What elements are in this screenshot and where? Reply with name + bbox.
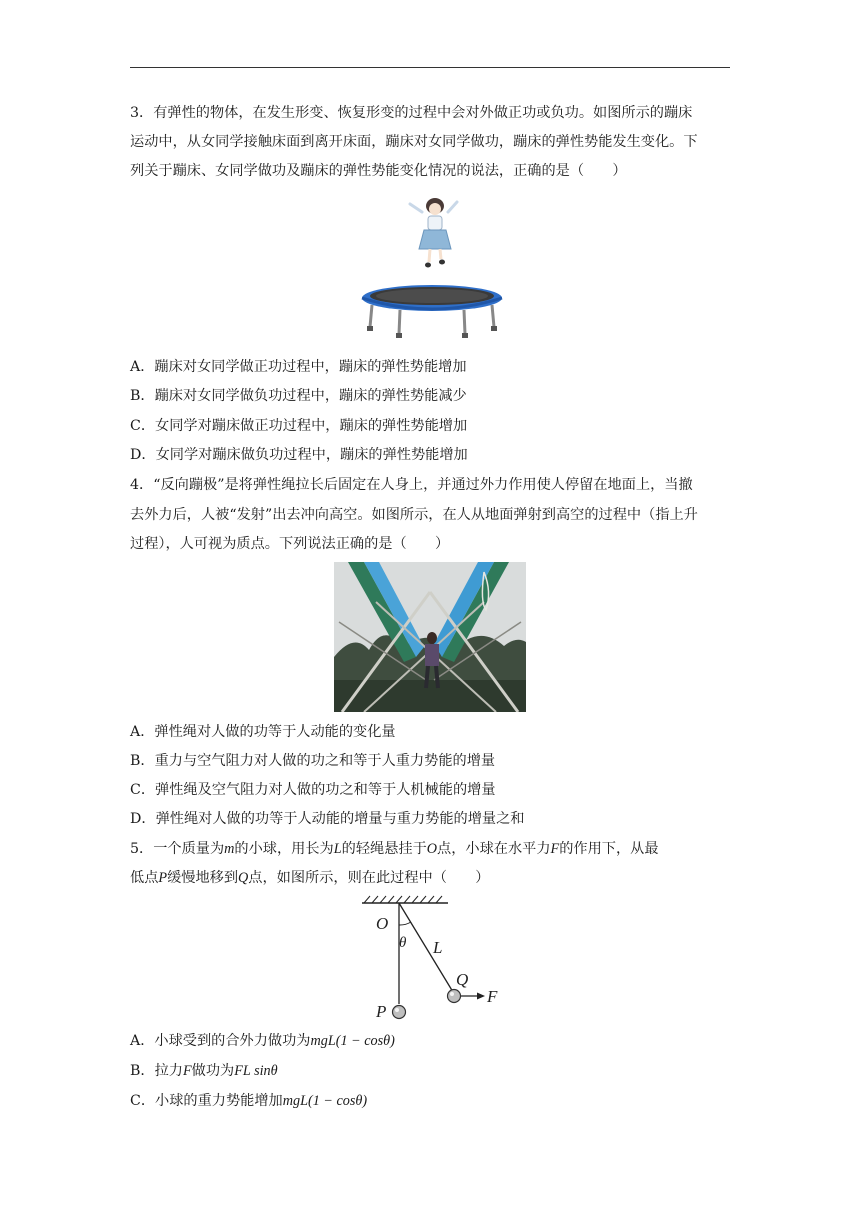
q3-option-c: C．女同学对蹦床做正功过程中，蹦床的弹性势能增加	[130, 418, 468, 434]
q5-stem-line-1	[130, 839, 740, 859]
ball-p	[393, 1006, 406, 1019]
q3-option-b: B．蹦床对女同学做负功过程中，蹦床的弹性势能减少	[130, 388, 467, 404]
q5-option-c	[130, 1091, 740, 1111]
q4-option-b: B．重力与空气阻力对人做的功之和等于人重力势能的增量	[130, 753, 496, 769]
ceiling-hatch	[362, 896, 448, 903]
header-rule	[130, 67, 730, 68]
q4-stem-line-2: 去外力后，人被“发射”出去冲向高空。如图所示，在人从地面弹射到高空的过程中（指上升	[130, 507, 698, 523]
q5-text: 点，如图所示，则在此过程中（ ）	[248, 870, 490, 886]
q4-option-c: C．弹性绳及空气阻力对人做的功之和等于人机械能的增量	[130, 782, 496, 798]
q5-var-q: Q	[238, 870, 249, 886]
girl-illustration	[410, 198, 457, 268]
q5-var-p: P	[158, 870, 168, 886]
label-q: Q	[456, 970, 469, 989]
reverse-bungee-photo	[334, 562, 526, 712]
q5-option-a-text: A．小球受到的合外力做功为	[130, 1033, 311, 1049]
label-p: P	[376, 1002, 387, 1021]
label-theta: θ	[399, 935, 407, 951]
trampoline-illustration	[362, 285, 502, 338]
q5-option-b-expr: FL sinθ	[234, 1063, 278, 1079]
q5-option-a	[130, 1031, 740, 1051]
q3-stem-line-1: 3．有弹性的物体，在发生形变、恢复形变的过程中会对外做正功或负功。如图所示的蹦床	[130, 105, 693, 121]
q5-var-l: L	[333, 841, 342, 857]
q5-text: 点，小球在水平力	[437, 841, 551, 857]
q3-stem-line-3: 列关于蹦床、女同学做功及蹦床的弹性势能变化情况的说法，正确的是（ ）	[130, 163, 627, 179]
ball-q	[448, 990, 461, 1003]
q4-stem-line-3: 过程），人可视为质点。下列说法正确的是（ ）	[130, 536, 450, 552]
q5-text: 低点	[130, 870, 159, 886]
trampoline-figure	[360, 192, 505, 342]
q5-option-a-expr: mgL(1 − cosθ)	[310, 1033, 395, 1049]
q5-text: 缓慢地移到	[167, 870, 239, 886]
label-f: F	[487, 987, 498, 1006]
q3-stem-line-2: 运动中，从女同学接触床面到离开床面，蹦床对女同学做功，蹦床的弹性势能发生变化。下	[130, 134, 698, 150]
q4-stem-line-1: 4．“反向蹦极”是将弹性绳拉长后固定在人身上，并通过外力作用使人停留在地面上，当撤	[130, 477, 693, 493]
q5-option-c-expr: mgL(1 − cosθ)	[282, 1093, 368, 1109]
q5-text: 的作用下，从最	[559, 841, 659, 857]
q5-var-f: F	[550, 841, 560, 857]
label-o: O	[376, 914, 389, 933]
q5-option-b-var: F	[183, 1063, 192, 1079]
q5-option-b-text: 做功为	[191, 1063, 235, 1079]
q3-option-d: D．女同学对蹦床做负功过程中，蹦床的弹性势能增加	[130, 447, 468, 463]
q5-text: 的小球，用长为	[234, 841, 334, 857]
q5-var-o: O	[426, 841, 438, 857]
q5-option-b	[130, 1061, 740, 1081]
q5-var-m: m	[224, 841, 235, 857]
q4-option-a: A．弹性绳对人做的功等于人动能的变化量	[130, 724, 396, 740]
q5-text: 的轻绳悬挂于	[341, 841, 427, 857]
q5-option-c-text: C．小球的重力势能增加	[130, 1093, 283, 1109]
q3-option-a: A．蹦床对女同学做正功过程中，蹦床的弹性势能增加	[130, 359, 467, 375]
deflected-string	[399, 903, 453, 992]
q4-option-d: D．弹性绳对人做的功等于人动能的增量与重力势能的增量之和	[130, 811, 525, 827]
pendulum-diagram	[356, 895, 516, 1023]
q5-option-b-text: B．拉力	[130, 1063, 183, 1079]
q5-text: 5．一个质量为	[130, 841, 225, 857]
q5-stem-line-2	[130, 868, 740, 888]
label-l: L	[433, 938, 443, 957]
